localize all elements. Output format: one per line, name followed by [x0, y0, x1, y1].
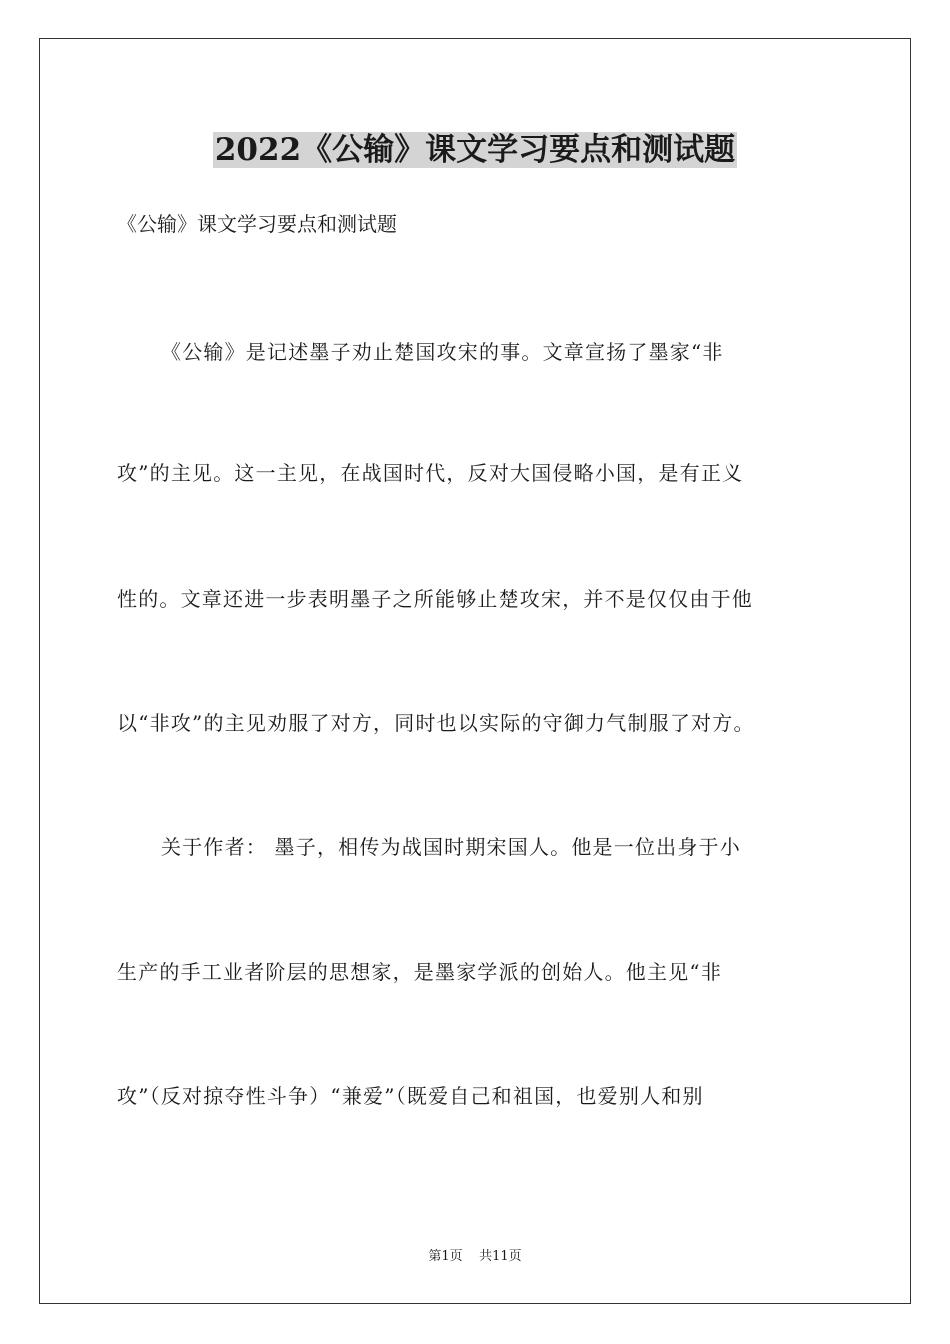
body-line: 攻”的主见。这一主见，在战国时代，反对大国侵略小国，是有正义: [117, 461, 744, 485]
page-total: 共11页: [479, 1249, 522, 1264]
body-line: 攻”（反对掠夺性斗争）“兼爱”（既爱自己和祖国，也爱别人和别: [117, 1084, 704, 1108]
body-line: 以“非攻”的主见劝服了对方，同时也以实际的守御力气制服了对方。: [117, 711, 755, 735]
body-line: 《公输》是记述墨子劝止楚国攻宋的事。文章宣扬了墨家“非: [161, 340, 724, 364]
body-line: 关于作者： 墨子，相传为战国时期宋国人。他是一位出身于小: [161, 835, 741, 859]
body-line: 性的。文章还进一步表明墨子之所能够止楚攻宋，并不是仅仅由于他: [117, 587, 753, 611]
page-footer: [0, 1248, 950, 1266]
body-line: 生产的手工业者阶层的思想家，是墨家学派的创始人。他主见“非: [117, 960, 723, 984]
page-number: 第1页: [428, 1249, 463, 1264]
document-title: 2022《公输》课文学习要点和测试题: [214, 132, 736, 168]
document-subtitle: 《公输》课文学习要点和测试题: [117, 212, 397, 236]
